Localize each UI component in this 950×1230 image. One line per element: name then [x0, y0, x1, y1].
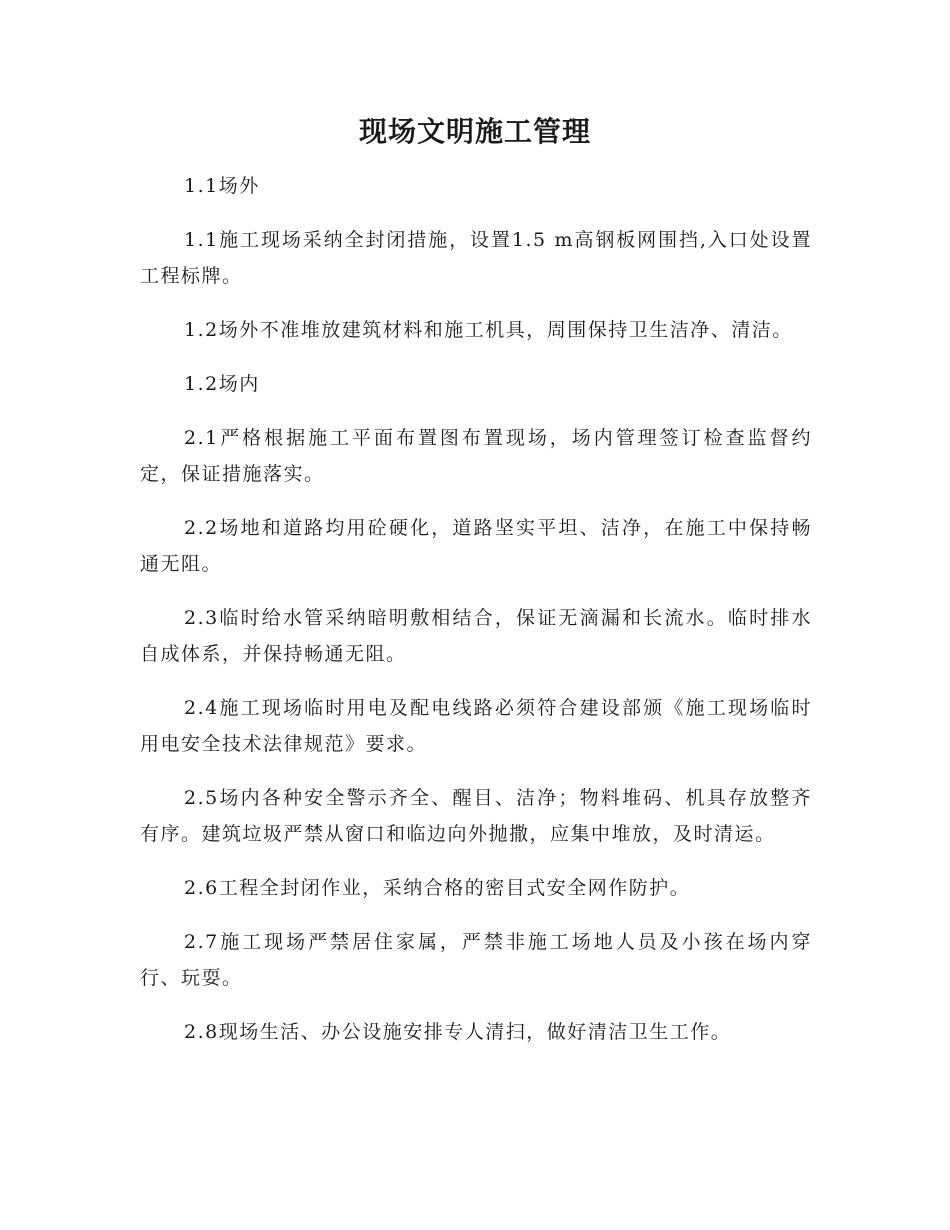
paragraph: 2.8现场生活、办公设施安排专人清扫，做好清洁卫生工作。: [184, 1021, 732, 1043]
section-heading: 1.1场外: [184, 175, 260, 197]
paragraph: 2.6工程全封闭作业，采纳合格的密目式安全网作防护。: [184, 877, 691, 899]
section-heading: 1.2场内: [184, 373, 260, 395]
document-title: 现场文明施工管理: [358, 115, 591, 148]
paragraph: 2.4施工现场临时用电及配电线路必须符合建设部颁《施工现场临时用电安全技术法律规范》要求。: [140, 697, 812, 755]
paragraph: 2.3临时给水管采纳暗明敷相结合，保证无滴漏和长流水。临时排水自成体系，并保持畅通无阻。: [140, 607, 812, 665]
paragraph: 1.1施工现场采纳全封闭措施，设置1.5 m高钢板网围挡,入口处设置工程标牌。: [140, 229, 812, 287]
paragraph: 2.5场内各种安全警示齐全、醒目、洁净；物料堆码、机具存放整齐有序。建筑垃圾严禁从窗口和临边向外抛撒，应集中堆放，及时清运。: [140, 787, 812, 845]
paragraph: 2.7施工现场严禁居住家属，严禁非施工场地人员及小孩在场内穿行、玩耍。: [140, 931, 812, 989]
document-body: [140, 168, 812, 1068]
paragraph: 1.2场外不准堆放建筑材料和施工机具，周围保持卫生洁净、清洁。: [184, 319, 793, 341]
paragraph: 2.1严格根据施工平面布置图布置现场，场内管理签订检查监督约定，保证措施落实。: [140, 427, 812, 485]
paragraph: 2.2场地和道路均用砼硬化，道路坚实平坦、洁净，在施工中保持畅通无阻。: [140, 517, 812, 575]
